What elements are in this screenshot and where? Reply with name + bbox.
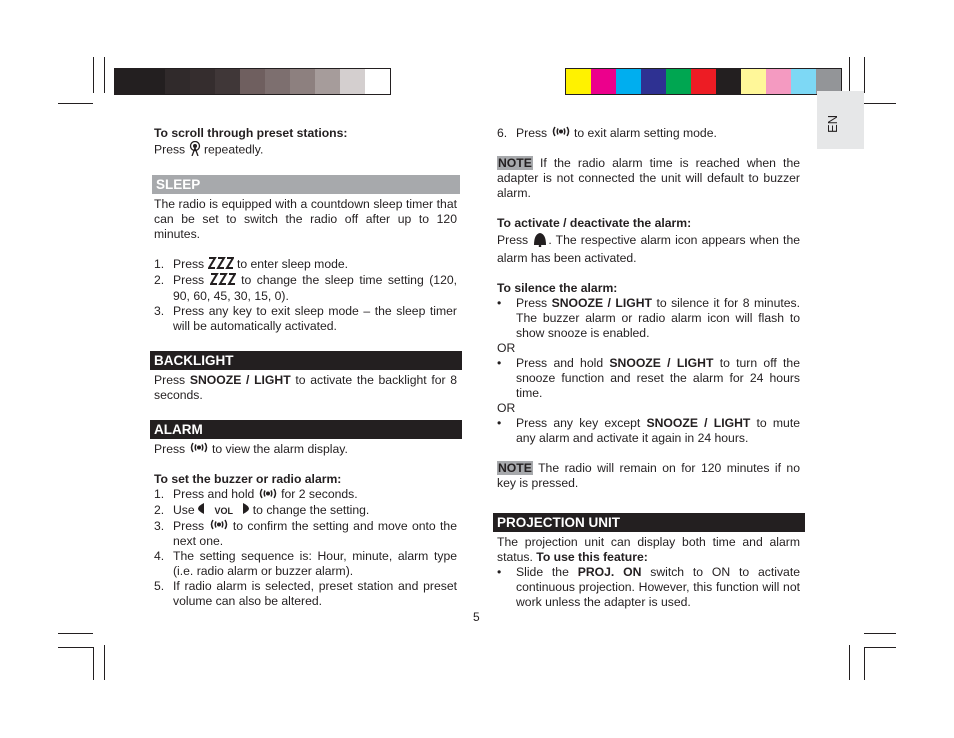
color-swatch [741, 69, 766, 94]
crop-mark [864, 633, 896, 634]
color-swatch [716, 69, 741, 94]
color-swatch [265, 69, 290, 94]
color-swatch [340, 69, 365, 94]
crop-mark [58, 647, 93, 648]
color-swatch [290, 69, 315, 94]
color-swatch [591, 69, 616, 94]
color-swatch [115, 69, 140, 94]
backlight-description: Press SNOOZE / LIGHT to activate the backlight for 8 seconds. [154, 373, 458, 402]
crop-mark [104, 645, 105, 680]
grayscale-calibration-bar [114, 68, 391, 95]
note-2: NOTE The radio will remain on for 120 minutes if no key is pressed. [497, 461, 800, 491]
crop-mark [864, 647, 865, 680]
up-arrow-icon [242, 503, 249, 518]
crop-mark [864, 103, 896, 104]
color-swatch [666, 69, 691, 94]
color-swatch [566, 69, 591, 94]
crop-mark [58, 103, 93, 104]
sleep-section-header: SLEEP [152, 175, 460, 194]
sleep-description: The radio is equipped with a countdown sleep timer that can be set to switch the radio off after up to 120 minutes. [154, 197, 457, 241]
crop-mark [104, 57, 105, 93]
down-arrow-icon [198, 503, 205, 518]
list-item: 5. If radio alarm is selected, preset station and preset volume can also be altered. [154, 578, 457, 608]
set-alarm-steps [154, 487, 457, 609]
page-number: 5 [473, 610, 480, 624]
list-item: 2. Press to change the sleep time setting (120, 90, 60, 45, 30, 15, 0). [154, 273, 458, 303]
alarm-wave-icon [189, 442, 209, 457]
color-swatch [240, 69, 265, 94]
sleep-steps [154, 257, 457, 334]
list-item: 4. The setting sequence is: Hour, minute, alarm type (i.e. radio alarm or buzzer alarm). [154, 548, 457, 578]
projection-section-header: PROJECTION UNIT [493, 513, 805, 532]
crop-mark [93, 57, 94, 93]
antenna-icon [189, 141, 201, 160]
or-separator: OR [497, 341, 516, 356]
list-item: 6. Press to exit alarm setting mode. [497, 126, 717, 140]
right-column [493, 126, 805, 610]
alarm-section-header: ALARM [150, 420, 462, 439]
language-label: EN [825, 114, 840, 133]
crop-mark [864, 57, 865, 93]
vol-label: VOL [214, 505, 233, 516]
color-swatch [616, 69, 641, 94]
zzz-icon [210, 273, 236, 289]
color-swatch [215, 69, 240, 94]
scroll-heading: To scroll through preset stations: [154, 126, 348, 140]
crop-mark [849, 645, 850, 680]
crop-mark [93, 647, 94, 680]
color-swatch [766, 69, 791, 94]
backlight-section-header: BACKLIGHT [150, 351, 462, 370]
color-swatch [791, 69, 816, 94]
language-tab [817, 91, 864, 149]
color-swatch [365, 69, 390, 94]
alarm-wave-icon [551, 126, 571, 141]
color-swatch [315, 69, 340, 94]
list-item: 2. Use VOL to change the setting. [154, 502, 370, 517]
list-item: • Slide the PROJ. ON switch to ON to activate continuous projection. However, this function will not work unless the adapter is used. [497, 565, 800, 610]
list-item: 3. Press any key to exit sleep mode – the sleep timer will be automatically activated. [154, 304, 457, 333]
list-item: 1. Press to enter sleep mode. [154, 257, 349, 272]
note-1: NOTE If the radio alarm time is reached when the adapter is not connected the unit will default to buzzer alarm. [497, 156, 801, 201]
list-item: 3. Press to confirm the setting and move onto the next one. [154, 518, 457, 548]
silence-heading: To silence the alarm: [497, 281, 618, 296]
color-swatch [691, 69, 716, 94]
alarm-view-instruction: Press to view the alarm display. [154, 442, 348, 456]
or-separator: OR [497, 401, 516, 416]
activate-heading: To activate / deactivate the alarm: [497, 216, 692, 231]
list-item: • Press any key except SNOOZE / LIGHT to mute any alarm and activate it again in 24 hours. [497, 416, 800, 446]
list-item: • Press and hold SNOOZE / LIGHT to turn off the snooze function and reset the alarm for 24 hours time. [497, 356, 800, 401]
alarm-wave-icon [258, 488, 278, 503]
color-swatch [641, 69, 666, 94]
crop-mark [864, 647, 896, 648]
color-swatch [190, 69, 215, 94]
set-alarm-heading: To set the buzzer or radio alarm: [154, 472, 342, 487]
projection-description: The projection unit can display both time and alarm status. To use this feature: [497, 535, 800, 565]
zzz-icon [208, 257, 234, 273]
crop-mark [849, 57, 850, 93]
color-swatch [165, 69, 190, 94]
list-item: 1. Press and hold for 2 seconds. [154, 487, 358, 502]
activate-instruction: Press . The respective alarm icon appears when the alarm has been activated. [497, 231, 800, 266]
note-label: NOTE [498, 461, 532, 476]
left-column [150, 126, 462, 609]
note-label: NOTE [498, 156, 532, 171]
list-item: • Press SNOOZE / LIGHT to silence it for 8 minutes. The buzzer alarm or radio alarm icon will flash to show snooze is enabled. [497, 296, 801, 341]
color-calibration-bar [565, 68, 842, 95]
alarm-wave-icon [209, 519, 229, 534]
alarm-bell-icon [532, 231, 548, 251]
scroll-instruction: Press repeatedly. [154, 141, 457, 160]
crop-mark [58, 633, 93, 634]
color-swatch [140, 69, 165, 94]
